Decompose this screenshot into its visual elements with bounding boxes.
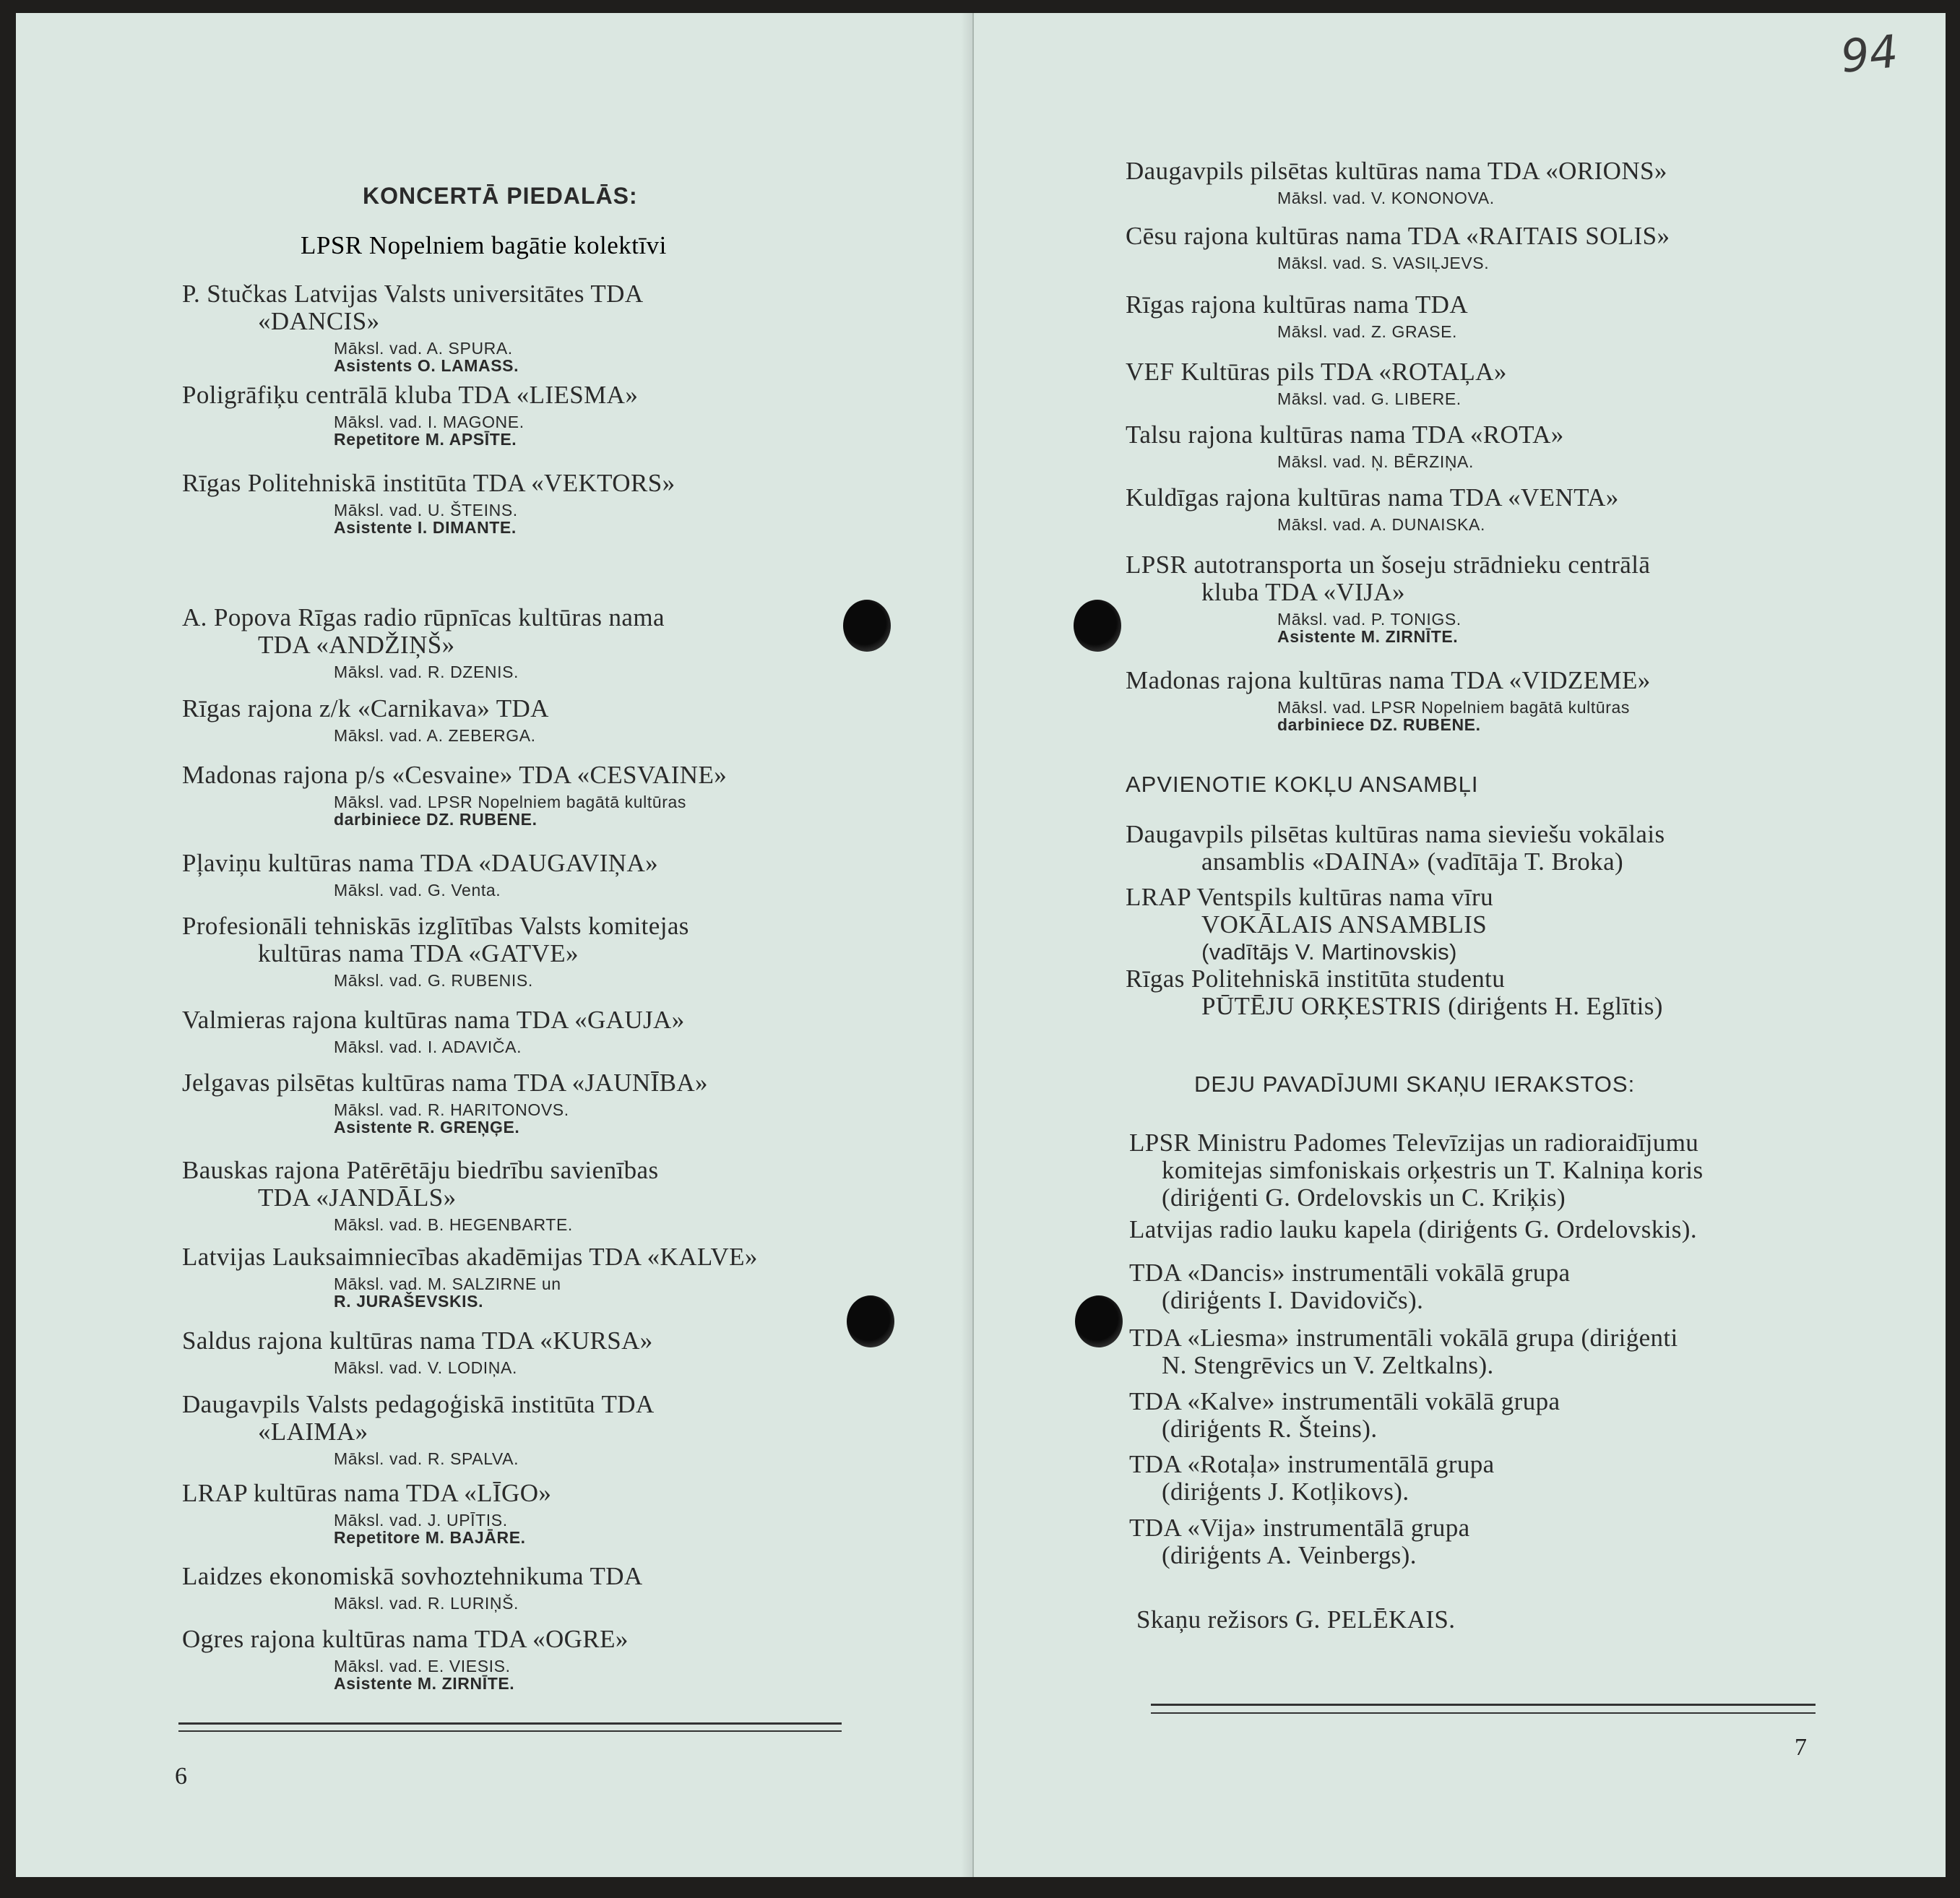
entry-title: A. Popova Rīgas radio rūpnīcas kultūras nama — [182, 603, 665, 631]
deju-line-2: (diriģents R. Šteins). — [1162, 1415, 1378, 1443]
entry-title: Laidzes ekonomiskā sovhoztehnikuma TDA — [182, 1562, 643, 1590]
entry-credit-2: darbiniece DZ. RUBENE. — [334, 810, 538, 829]
entry-title: VEF Kultūras pils TDA «ROTAĻA» — [1126, 358, 1507, 386]
entry-credit: Māksl. vad. S. VASIĻJEVS. — [1277, 254, 1490, 272]
entry-credit: Māksl. vad. Ņ. BĒRZIŅA. — [1277, 452, 1474, 471]
entry-title-cont: TDA «JANDĀLS» — [258, 1183, 457, 1212]
deju-line: TDA «Dancis» instrumentāli vokālā grupa — [1129, 1259, 1571, 1287]
deju-item — [1129, 1324, 1678, 1379]
entry-title-cont: kluba TDA «VIJA» — [1201, 578, 1405, 606]
bottom-rule-thin — [178, 1730, 842, 1732]
entry-title: Ogres rajona kultūras nama TDA «OGRE» — [182, 1625, 629, 1653]
entry-title-cont: «LAIMA» — [258, 1418, 368, 1446]
entry-title-cont: kultūras nama TDA «GATVE» — [258, 939, 579, 967]
bottom-rule — [178, 1722, 842, 1725]
left-entry — [182, 850, 658, 899]
entry-title: Cēsu rajona kultūras nama TDA «RAITAIS SOLIS» — [1126, 222, 1670, 250]
entry-credit-2: Repetitore M. APSĪTE. — [334, 430, 517, 449]
bottom-rule-right — [1151, 1704, 1816, 1706]
entry-credit-2: Asistents O. LAMASS. — [334, 356, 519, 375]
koklu-item — [1126, 884, 1493, 966]
handwritten-page-number: 94 — [1838, 25, 1901, 83]
entry-title: Latvijas Lauksaimniecības akadēmijas TDA «KALVE» — [182, 1243, 758, 1271]
entry-title: Daugavpils Valsts pedagoģiskā institūta TDA — [182, 1390, 655, 1418]
entry-title: Poligrāfiķu centrālā kluba TDA «LIESMA» — [182, 381, 639, 409]
left-entry — [182, 1327, 653, 1376]
koklu-line: LRAP Ventspils kultūras nama vīru — [1126, 883, 1494, 911]
entry-credit: Māksl. vad. V. LODIŅA. — [334, 1358, 517, 1377]
deju-heading: DEJU PAVADĪJUMI SKAŅU IERAKSTOS: — [1194, 1071, 1636, 1097]
deju-line: TDA «Kalve» instrumentāli vokālā grupa — [1129, 1387, 1560, 1415]
bottom-rule-right-thin — [1151, 1712, 1816, 1714]
entry-title: Kuldīgas rajona kultūras nama TDA «VENTA» — [1126, 483, 1619, 512]
deju-line: Latvijas radio lauku kapela (diriģents G. Ordelovskis). — [1129, 1215, 1697, 1243]
entry-title: Valmieras rajona kultūras nama TDA «GAUJA» — [182, 1006, 685, 1034]
left-entry — [182, 695, 549, 744]
koklu-line: Rīgas Politehniskā institūta studentu — [1126, 965, 1506, 993]
entry-credit: Māksl. vad. Z. GRASE. — [1277, 322, 1458, 341]
left-page — [16, 13, 974, 1877]
entry-credit: Māksl. vad. R. DZENIS. — [334, 663, 519, 681]
deju-item — [1129, 1514, 1470, 1569]
entry-credit-2: Asistente M. ZIRNĪTE. — [334, 1674, 515, 1693]
left-entry — [182, 1157, 658, 1233]
right-entry — [1126, 358, 1507, 407]
entry-credit: Māksl. vad. P. TONIGS. — [1277, 610, 1462, 629]
entry-title: Rīgas rajona z/k «Carnikava» TDA — [182, 694, 549, 722]
left-entry — [182, 280, 644, 374]
entry-credit: Māksl. vad. I. ADAVIČA. — [334, 1038, 522, 1056]
left-entry — [182, 381, 638, 448]
right-entry — [1126, 223, 1670, 272]
entry-credit: Māksl. vad. LPSR Nopelniem bagātā kultūras — [334, 793, 686, 811]
deju-line: TDA «Vija» instrumentālā grupa — [1129, 1514, 1470, 1542]
entry-title: LRAP kultūras nama TDA «LĪGO» — [182, 1479, 552, 1507]
entry-credit: Māksl. vad. G. RUBENIS. — [334, 971, 533, 990]
entry-title: Daugavpils pilsētas kultūras nama TDA «ORIONS» — [1126, 157, 1667, 185]
punch-hole-bottom-left — [847, 1295, 894, 1347]
entry-title: Jelgavas pilsētas kultūras nama TDA «JAUNĪBA» — [182, 1069, 708, 1097]
deju-item — [1129, 1129, 1704, 1212]
entry-title: Talsu rajona kultūras nama TDA «ROTA» — [1126, 420, 1564, 449]
honored-collectives-subheading: LPSR Nopelniem bagātie kolektīvi — [301, 231, 667, 259]
koklu-line-3: (vadītājs V. Martinovskis) — [1201, 939, 1457, 965]
right-entry — [1126, 291, 1468, 340]
entry-credit: Māksl. vad. LPSR Nopelniem bagātā kultūras — [1277, 698, 1630, 717]
entry-credit-2: Asistente M. ZIRNĪTE. — [1277, 627, 1459, 646]
entry-title: Pļaviņu kultūras nama TDA «DAUGAVIŅA» — [182, 849, 659, 877]
entry-title: Rīgas rajona kultūras nama TDA — [1126, 290, 1469, 319]
right-entry — [1126, 551, 1650, 645]
entry-credit-2: Repetitore M. BAJĀRE. — [334, 1528, 526, 1547]
left-entry — [182, 1391, 655, 1467]
left-entry — [182, 1480, 551, 1546]
entry-credit: Māksl. vad. G. Venta. — [334, 881, 501, 900]
deju-line: LPSR Ministru Padomes Televīzijas un radioraidījumu — [1129, 1129, 1699, 1157]
left-entry — [182, 470, 675, 536]
entry-credit: Māksl. vad. M. SALZIRNE un — [334, 1274, 561, 1293]
entry-title: Madonas rajona kultūras nama TDA «VIDZEME» — [1126, 666, 1651, 694]
entry-title: Saldus rajona kultūras nama TDA «KURSA» — [182, 1327, 653, 1355]
entry-credit-2: R. JURAŠEVSKIS. — [334, 1292, 484, 1311]
entry-title: Bauskas rajona Patērētāju biedrību savienības — [182, 1156, 659, 1184]
sound-director: Skaņu režisors G. PELĒKAIS. — [1136, 1605, 1456, 1634]
entry-title-cont: TDA «ANDŽIŅŠ» — [258, 631, 455, 659]
entry-credit-2: darbiniece DZ. RUBENE. — [1277, 715, 1481, 734]
koklu-item — [1126, 821, 1665, 876]
deju-line-2: N. Stengrēvics un V. Zeltkalns). — [1162, 1351, 1494, 1379]
entry-title: Madonas rajona p/s «Cesvaine» TDA «CESVAINE» — [182, 761, 728, 789]
entry-credit-2: Asistente I. DIMANTE. — [334, 518, 517, 537]
right-entry — [1126, 158, 1667, 207]
deju-line-2: (diriģents A. Veinbergs). — [1162, 1541, 1417, 1569]
entry-credit: Māksl. vad. A. SPURA. — [334, 339, 513, 358]
entry-title: P. Stučkas Latvijas Valsts universitātes TDA — [182, 280, 644, 308]
entry-credit: Māksl. vad. I. MAGONE. — [334, 413, 524, 431]
deju-line-2: (diriģents I. Davidovičs). — [1162, 1286, 1424, 1314]
page-number-left: 6 — [175, 1763, 187, 1790]
koklu-line-2: VOKĀLAIS ANSAMBLIS — [1201, 910, 1488, 939]
entry-credit: Māksl. vad. V. KONONOVA. — [1277, 189, 1495, 207]
left-entry — [182, 1563, 643, 1612]
entry-credit: Māksl. vad. J. UPĪTIS. — [334, 1511, 508, 1530]
koklu-line: Daugavpils pilsētas kultūras nama sieviešu vokālais — [1126, 820, 1665, 848]
left-entry — [182, 1006, 685, 1056]
left-entry — [182, 1243, 758, 1310]
deju-line-3: (diriģenti G. Ordelovskis un C. Kriķis) — [1162, 1183, 1566, 1212]
entry-credit: Māksl. vad. G. LIBERE. — [1277, 389, 1462, 408]
entry-credit: Māksl. vad. A. DUNAISKA. — [1277, 515, 1485, 534]
entry-title: Rīgas Politehniskā institūta TDA «VEKTORS» — [182, 469, 675, 497]
koklu-item — [1126, 965, 1663, 1020]
koklu-heading: APVIENOTIE KOKĻU ANSAMBĻI — [1126, 772, 1479, 797]
entry-credit: Māksl. vad. U. ŠTEINS. — [334, 501, 518, 519]
right-page — [974, 13, 1946, 1877]
deju-line-2: (diriģents J. Kotļikovs). — [1162, 1478, 1409, 1506]
entry-credit: Māksl. vad. E. VIESIS. — [334, 1657, 511, 1675]
deju-item — [1129, 1388, 1560, 1443]
page-number-right: 7 — [1795, 1734, 1807, 1761]
entry-credit: Māksl. vad. R. SPALVA. — [334, 1449, 519, 1468]
entry-title: LPSR autotransporta un šoseju strādnieku centrālā — [1126, 551, 1651, 579]
concert-heading: KONCERTĀ PIEDALĀS: — [363, 183, 638, 209]
left-entry — [182, 762, 727, 828]
deju-item — [1129, 1216, 1697, 1243]
left-entry — [182, 1069, 708, 1136]
punch-hole-top-right — [1074, 600, 1121, 652]
entry-credit: Māksl. vad. R. HARITONOVS. — [334, 1100, 569, 1119]
entry-credit: Māksl. vad. A. ZEBERGA. — [334, 726, 536, 745]
entry-credit: Māksl. vad. R. LURIŅŠ. — [334, 1594, 519, 1613]
right-entry — [1126, 484, 1619, 533]
entry-credit: Māksl. vad. B. HEGENBARTE. — [334, 1215, 573, 1234]
koklu-line-2: PŪTĒJU ORĶESTRIS (diriģents H. Eglītis) — [1201, 992, 1663, 1020]
deju-line: TDA «Rotaļa» instrumentālā grupa — [1129, 1450, 1495, 1478]
deju-line-2: komitejas simfoniskais orķestris un T. Kalniņa koris — [1162, 1156, 1704, 1184]
deju-line: TDA «Liesma» instrumentāli vokālā grupa (diriģenti — [1129, 1324, 1678, 1352]
entry-title: Profesionāli tehniskās izglītības Valsts komitejas — [182, 912, 689, 940]
left-entry — [182, 1626, 629, 1692]
koklu-line-2: ansamblis «DAINA» (vadītāja T. Broka) — [1201, 847, 1624, 876]
right-entry — [1126, 667, 1651, 733]
left-entry — [182, 604, 665, 681]
left-entry — [182, 913, 689, 989]
deju-item — [1129, 1451, 1495, 1506]
deju-item — [1129, 1259, 1570, 1314]
punch-hole-bottom-right — [1075, 1295, 1123, 1347]
entry-credit-2: Asistente R. GREŅĢE. — [334, 1118, 520, 1136]
right-entry — [1126, 421, 1564, 470]
entry-title-cont: «DANCIS» — [258, 307, 380, 335]
punch-hole-top-left — [843, 600, 891, 652]
